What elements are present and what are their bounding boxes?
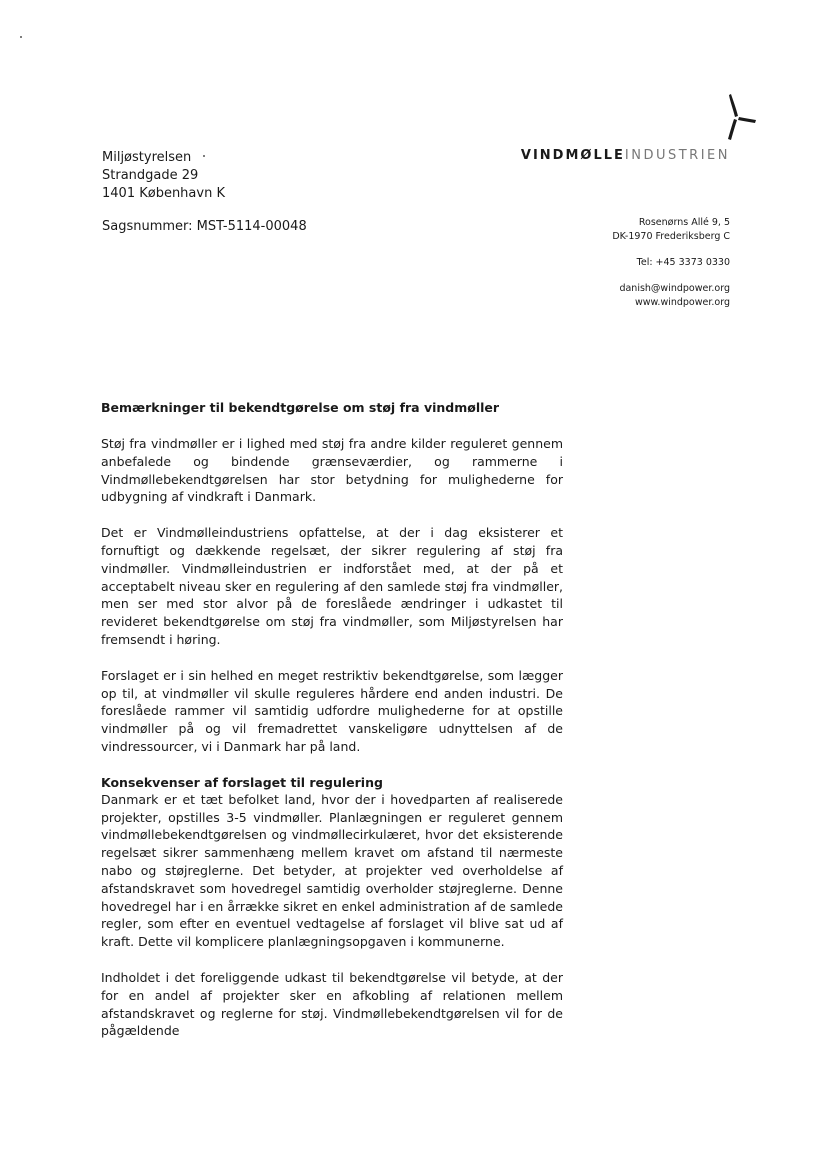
scan-speck: [20, 36, 22, 38]
recipient-city: 1401 København K: [102, 186, 225, 201]
paragraph: Danmark er et tæt befolket land, hvor der i hovedparten af realiserede projekter, opstilles 3-5 vindmøller. Planlægningen er reguleret gennem vindmøllebekendtgørelsen og vindmøllecirkulæret, hvor det eksisterende regelsæt sikrer sammenhæng mellem kravet om afstand til nærmeste nabo og støjreglerne. Det betyder, at projekter ved overholdelse af afstandskravet som hovedregel samtidig overholder støjreglerne. Denne hovedregel har i en årrække sikret en enkel administration af de samlede regler, som efter en eventuel vedtagelse af forslaget vil blive sat ud af kraft. Dette vil komplicere planlægningsopgaven i kommunerne.: [101, 791, 563, 950]
sender-address-line2: DK-1970 Frederiksberg C: [612, 231, 730, 242]
logo-text-bold: VINDMØLLE: [520, 148, 625, 163]
logo-text-light: INDUSTRIEN: [624, 148, 730, 163]
recipient-street: Strandgade 29: [102, 168, 199, 183]
paragraph: Indholdet i det foreliggende udkast til bekendtgørelse vil betyde, at der for en andel af projekter sker en afkobling af relationen mellem afstandskravet og reglerne for støj. Vindmøllebekendtgørelsen vil for de pågældende: [101, 969, 563, 1039]
sender-phone: Tel: +45 3373 0330: [636, 257, 730, 268]
recipient-name: Miljøstyrelsen: [102, 150, 192, 165]
wind-turbine-icon: [722, 92, 758, 144]
case-number: Sagsnummer: MST-5114-00048: [102, 219, 307, 234]
sender-website: www.windpower.org: [634, 297, 730, 308]
sender-contact: [612, 216, 730, 310]
paragraph: Støj fra vindmøller er i lighed med støj fra andre kilder reguleret gennem anbefalede og bindende grænseværdier, og rammerne i Vindmøllebekendtgørelsen har stor betydning for mulighederne for udbygning af vindkraft i Danmark.: [101, 436, 563, 505]
company-logo: [521, 148, 730, 163]
paragraph: Det er Vindmølleindustriens opfattelse, at der i dag eksisterer et fornuftigt og dækkende regelsæt, der sikrer regulering af støj fra vindmøller. Vindmølleindustrien er indforstået med, at der på et acceptabelt niveau sker en regulering af den samlede støj fra vindmøller, men ser med stor alvor på de foreslåede ændringer i udkastet til revideret bekendtgørelse om støj fra vindmøller, som Miljøstyrelsen har fremsendt i høring.: [101, 525, 563, 647]
section-heading: Konsekvenser af forslaget til regulering: [101, 774, 383, 790]
sender-email: danish@windpower.org: [619, 283, 730, 294]
sender-address-line1: Rosenørns Allé 9, 5: [638, 217, 730, 228]
letter-body: [101, 400, 563, 1058]
document-title: Bemærkninger til bekendtgørelse om støj fra vindmøller: [101, 400, 500, 415]
recipient-address: [102, 149, 225, 203]
paragraph: Forslaget er i sin helhed en meget restriktiv bekendtgørelse, som lægger op til, at vindmøller vil skulle reguleres hårdere end anden industri. De foreslåede rammer vil samtidig udfordre mulighederne for at opstille vindmøller på og vil fremadrettet vanskeligøre udnyttelsen af de vindressourcer, vi i Danmark har på land.: [101, 667, 563, 754]
